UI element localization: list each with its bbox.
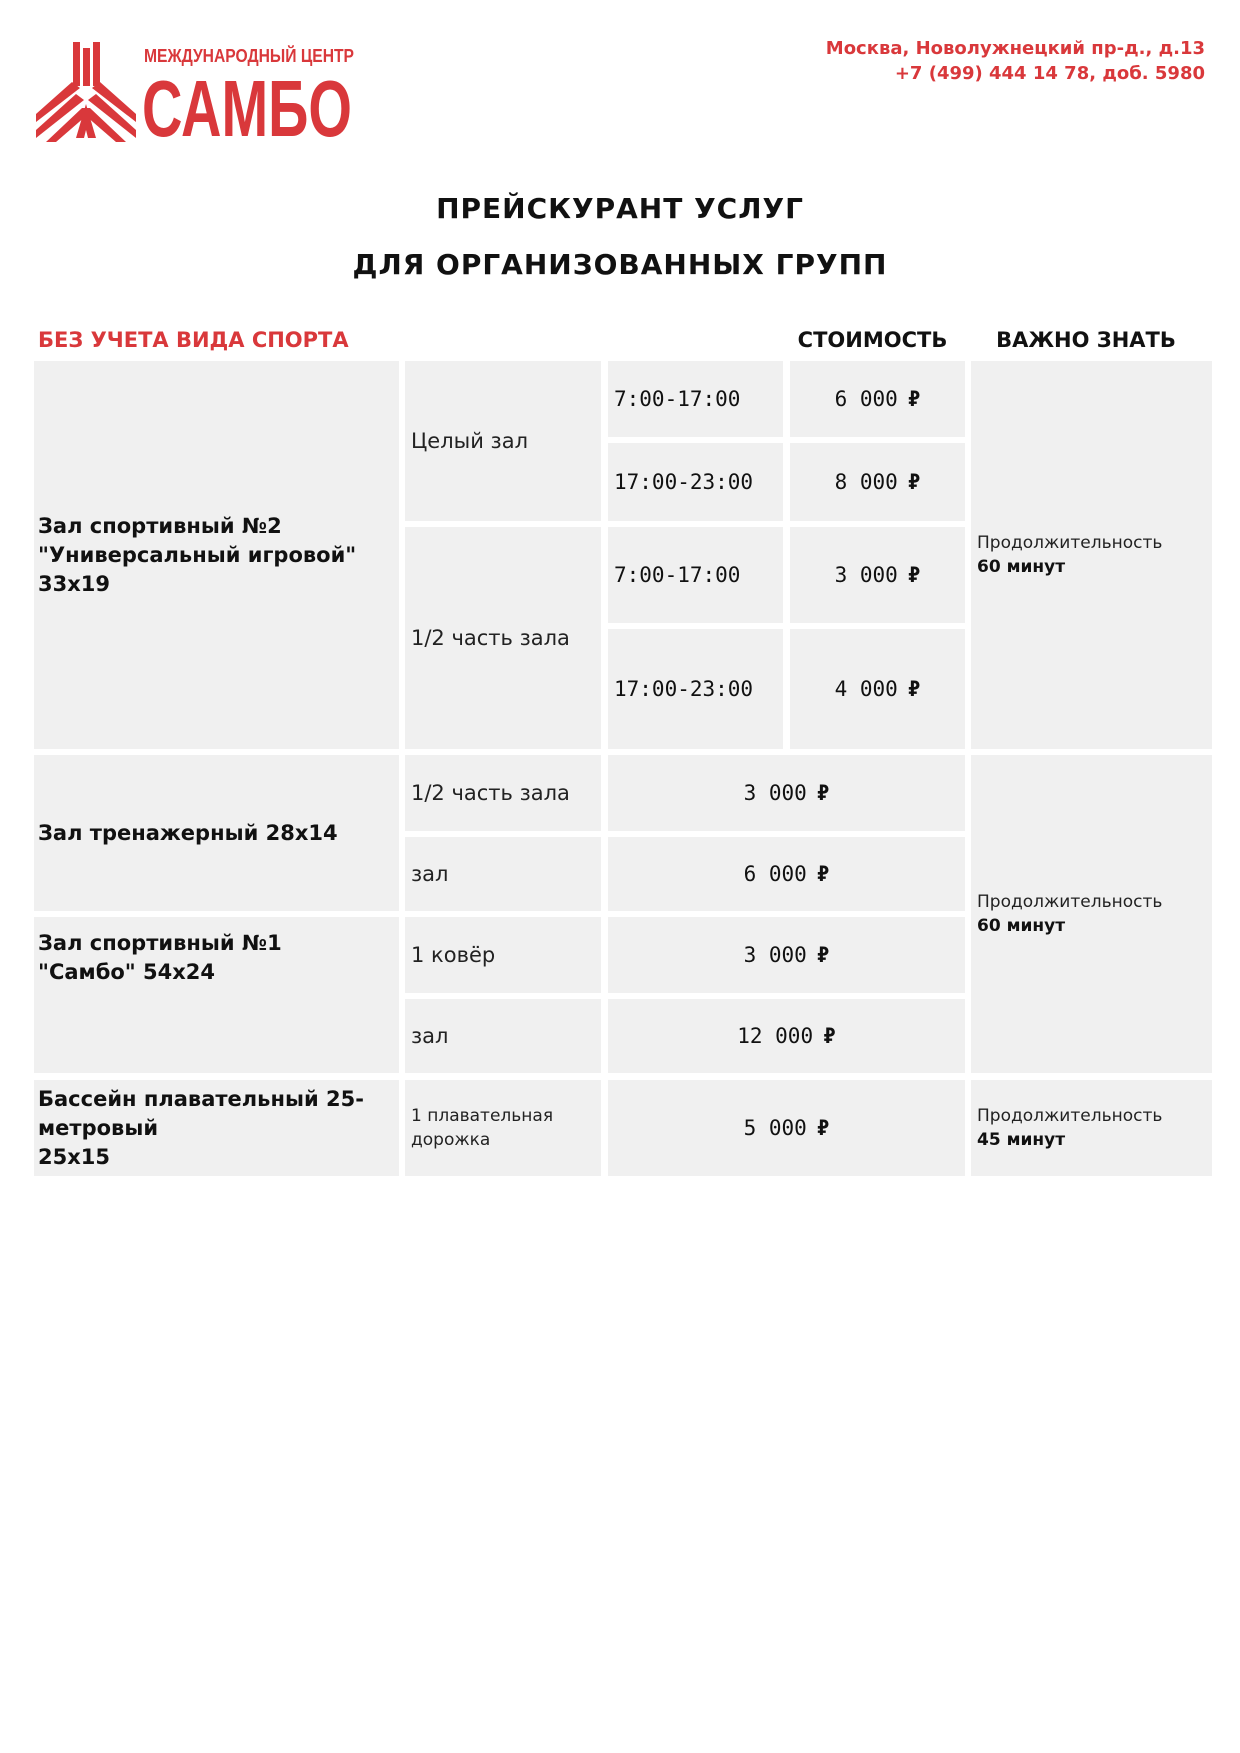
price-cell	[608, 755, 965, 831]
facility-name-line: 33х19	[38, 571, 110, 596]
price-value: 3 000	[743, 781, 807, 805]
facility-name-line: 25х15	[38, 1144, 110, 1169]
facility-name-line: метровый	[38, 1115, 159, 1140]
time-slot	[608, 361, 783, 437]
header-category: БЕЗ УЧЕТА ВИДА СПОРТА	[38, 328, 349, 352]
ruble-icon: ₽	[907, 470, 921, 494]
price-cell	[608, 837, 965, 911]
price-value: 4 000	[834, 677, 898, 701]
facility-hall-2	[34, 361, 399, 749]
logo-text-top: МЕЖДУНАРОДНЫЙ ЦЕНТР	[144, 46, 386, 66]
variant-label: 1/2 часть зала	[411, 626, 570, 650]
ruble-icon: ₽	[816, 862, 830, 886]
facility-pool	[34, 1080, 399, 1176]
variant-label: 1 плавательная	[411, 1106, 554, 1126]
variant-label: 1/2 часть зала	[411, 781, 570, 805]
note-value: 45 минут	[977, 1130, 1066, 1150]
variant-label: 1 ковёр	[411, 943, 496, 967]
ruble-icon: ₽	[823, 1024, 836, 1048]
ruble-icon: ₽	[907, 387, 921, 411]
price-cell	[608, 917, 965, 993]
facility-name-line: Зал спортивный №1	[38, 931, 282, 955]
facility-gym	[34, 755, 399, 911]
note-label: Продолжительность	[977, 533, 1163, 553]
header-cost: СТОИМОСТЬ	[797, 328, 948, 352]
price-cell	[790, 629, 965, 749]
ruble-icon: ₽	[816, 943, 830, 967]
variant-label: дорожка	[411, 1130, 491, 1150]
note-duration	[971, 755, 1212, 1073]
variant-label: зал	[411, 862, 449, 886]
logo-emblem	[36, 42, 136, 142]
time-label: 7:00-17:00	[614, 387, 741, 411]
ruble-icon: ₽	[907, 677, 921, 701]
facility-name-line: Зал спортивный №2	[38, 513, 282, 538]
facility-name-line: "Универсальный игровой"	[38, 542, 357, 567]
price-value: 6 000	[834, 387, 898, 411]
time-slot	[608, 527, 783, 623]
price-cell	[790, 361, 965, 437]
sambo-logo	[36, 42, 386, 153]
address: Москва, Новолужнецкий пр-д., д.13	[825, 38, 1205, 59]
contacts	[826, 36, 1205, 86]
price-value: 3 000	[743, 943, 807, 967]
header-note: ВАЖНО ЗНАТЬ	[996, 328, 1176, 352]
ruble-icon: ₽	[816, 1116, 830, 1140]
time-label: 17:00-23:00	[614, 470, 754, 494]
time-label: 7:00-17:00	[614, 563, 741, 587]
page-title: ПРЕЙСКУРАНТ УСЛУГ	[436, 192, 804, 225]
price-cell	[790, 443, 965, 521]
variant-half-hall	[405, 755, 601, 831]
ruble-icon: ₽	[816, 781, 830, 805]
note-duration	[971, 1080, 1212, 1176]
time-slot	[608, 443, 783, 521]
variant-swim-lane	[405, 1080, 601, 1176]
price-cell	[790, 527, 965, 623]
price-value: 3 000	[834, 563, 898, 587]
price-value: 5 000	[743, 1116, 807, 1140]
variant-whole-hall	[405, 837, 601, 911]
note-label: Продолжительность	[977, 892, 1163, 912]
note-value: 60 минут	[977, 916, 1066, 936]
note-value: 60 минут	[977, 557, 1066, 577]
facility-name-line: "Самбо" 54х24	[38, 960, 216, 984]
note-duration	[971, 361, 1212, 749]
price-cell	[608, 1080, 965, 1176]
variant-label: зал	[411, 1024, 449, 1048]
variant-half-hall	[405, 527, 601, 749]
price-value: 6 000	[743, 862, 807, 886]
variant-label: Целый зал	[411, 429, 529, 453]
time-label: 17:00-23:00	[614, 677, 754, 701]
price-value: 12 000	[737, 1024, 814, 1048]
ruble-icon: ₽	[907, 563, 921, 587]
price-cell	[608, 999, 965, 1073]
price-value: 8 000	[834, 470, 898, 494]
facility-name-line: Зал тренажерный 28х14	[38, 820, 338, 845]
note-label: Продолжительность	[977, 1106, 1163, 1126]
logo-text-main: САМБО	[142, 64, 352, 153]
phone: +7 (499) 444 14 78, доб. 5980	[894, 63, 1205, 84]
page-subtitle: ДЛЯ ОРГАНИЗОВАННЫХ ГРУПП	[352, 248, 888, 281]
facility-name-line: Бассейн плавательный 25-	[38, 1086, 364, 1111]
variant-whole-hall	[405, 361, 601, 521]
time-slot	[608, 629, 783, 749]
variant-whole-hall	[405, 999, 601, 1073]
facility-hall-1	[34, 917, 399, 1073]
variant-mat	[405, 917, 601, 993]
